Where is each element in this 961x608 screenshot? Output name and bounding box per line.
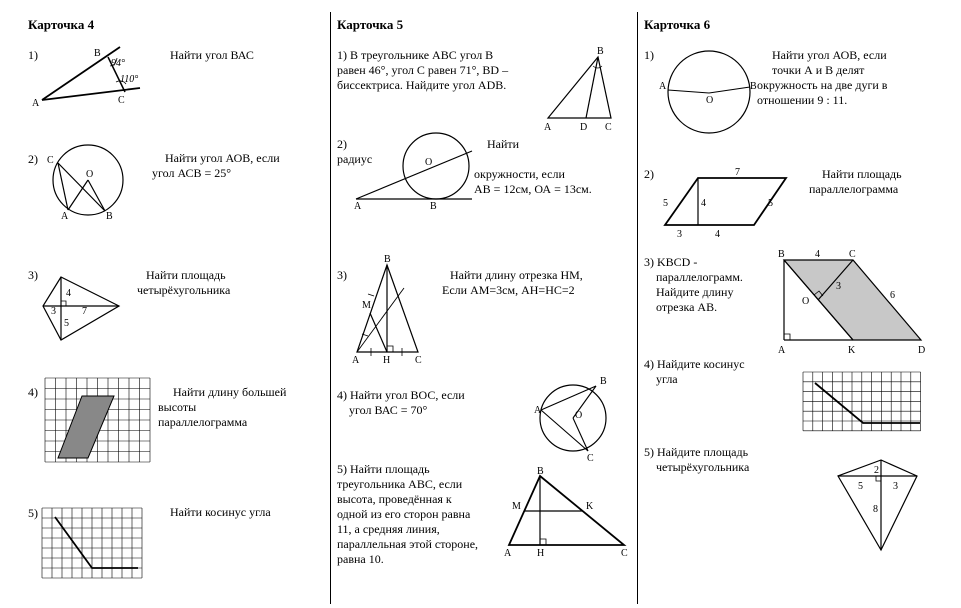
card-6-task-1-number: 1) <box>644 48 654 62</box>
card-4-task-3-number: 3) <box>28 268 38 282</box>
card-5-title: Карточка 5 <box>337 17 404 32</box>
label-7: 7 <box>82 306 87 317</box>
card-5-task-5-line-4: одной из его сторон равна <box>337 507 471 521</box>
card-4-task-4-line-1: Найти длину большей <box>173 385 287 399</box>
label-3: 3 <box>51 306 56 317</box>
label-4: 4 <box>66 288 71 299</box>
card-6-task-3-line-2: параллелограмм. <box>656 270 743 284</box>
card-4-task-2-line-1: Найти угол АОВ, если <box>165 151 280 165</box>
card-4-task-5-text: Найти косинус угла <box>170 505 271 519</box>
label-o: O <box>425 157 433 168</box>
card-6-task-3-line-4: отрезка АВ. <box>656 300 718 314</box>
card-5-task-5-line-5: 11, а средняя линия, <box>337 522 440 536</box>
card-6-task-5-line-2: четырёхугольника <box>656 460 750 474</box>
label-k: K <box>586 501 594 512</box>
label-5: 5 <box>64 318 69 329</box>
label-h: H <box>383 355 391 366</box>
card-4-task-4-line-2: высоты <box>158 400 197 414</box>
card-5-task-3-line-1: Найти длину отрезка НМ, <box>450 268 583 282</box>
label-a: A <box>32 98 40 109</box>
card-5-task-1-line-3: биссектриса. Найдите угол ADB. <box>337 78 507 92</box>
label-o: O <box>575 410 583 421</box>
label-a: A <box>504 548 512 559</box>
card-4-task-3-line-1: Найти площадь <box>146 268 226 282</box>
label-d: D <box>918 345 926 356</box>
card-5-task-5-line-2: треугольника АВС, если <box>337 477 463 491</box>
card-5-task-5-line-7: равна 10. <box>337 552 384 566</box>
label-b: B <box>600 376 607 387</box>
card-5-task-1-line-1-text: В треугольнике ABC угол В <box>350 48 494 62</box>
card-5-task-4-line-1-text: Найти угол ВОС, если <box>350 388 465 402</box>
label-b: B <box>106 211 113 222</box>
label-2: 2 <box>874 465 879 476</box>
label-c: C <box>118 95 125 106</box>
card-6-task-5-number: 5) <box>644 445 654 459</box>
card-4-task-3-line-2: четырёхугольника <box>137 283 231 297</box>
card-4-task-2-line-2: угол АСВ = 25° <box>152 166 232 180</box>
card-6-task-3-line-3: Найдите длину <box>656 285 734 299</box>
angle-110: 110° <box>120 74 139 85</box>
card-6-task-2-line-2: параллелограмма <box>809 182 899 196</box>
card-6-task-4-number: 4) <box>644 357 654 371</box>
card-5-task-5-number: 5) <box>337 462 347 476</box>
card-6-task-2-line-1: Найти площадь <box>822 167 902 181</box>
label-a: A <box>659 81 667 92</box>
label-d: D <box>580 122 588 133</box>
card-4-task-1-number: 1) <box>28 48 38 62</box>
card-5-task-5-line-3: высота, проведённая к <box>337 492 452 506</box>
label-4: 4 <box>815 249 820 260</box>
card-6-task-1-line-2: точки А и В делят <box>772 63 865 77</box>
card-4-task-4-line-3: параллелограмма <box>158 415 248 429</box>
label-a: A <box>352 355 360 366</box>
label-b: B <box>778 249 785 260</box>
label-b: B <box>94 48 101 59</box>
card-5-task-2-line-1: Найти <box>487 137 520 151</box>
label-4-height: 4 <box>701 198 706 209</box>
card-4-title: Карточка 4 <box>28 17 95 32</box>
card-5-task-1-line-2: равен 46°, угол С равен 71°, BD – <box>337 63 509 77</box>
label-b: B <box>750 81 757 92</box>
label-4-bottom: 4 <box>715 229 720 240</box>
card-6-task-4-line-1-text: Найдите косинус <box>657 357 745 371</box>
label-5: 5 <box>858 481 863 492</box>
angle-94: 94° <box>111 58 125 69</box>
card-6-task-1-line-4: отношении 9 : 11. <box>757 93 848 107</box>
card-4-task-1-text: Найти угол ВАС <box>170 48 254 62</box>
card-6-task-5-line-1-text: Найдите площадь <box>657 445 749 459</box>
label-6: 6 <box>890 290 895 301</box>
card-4-task-4-number: 4) <box>28 385 38 399</box>
label-8: 8 <box>873 504 878 515</box>
label-c: C <box>621 548 628 559</box>
label-h: H <box>537 548 545 559</box>
label-c: C <box>587 453 594 464</box>
card-5-task-1-number: 1) <box>337 48 347 62</box>
card-5-task-4-line-2: угол ВАС = 70° <box>349 403 428 417</box>
label-3: 3 <box>836 281 841 292</box>
label-a: A <box>354 201 362 212</box>
label-m: M <box>362 300 371 311</box>
card-5-task-5-line-1-text: Найти площадь <box>350 462 430 476</box>
label-a: A <box>778 345 786 356</box>
card-5-task-3-line-2: Если АМ=3см, АН=НС=2 <box>442 283 575 297</box>
card-5-task-4-number: 4) <box>337 388 347 402</box>
card-6-task-3-number: 3) <box>644 255 654 269</box>
label-c: C <box>605 122 612 133</box>
label-o: O <box>802 296 810 307</box>
label-b: B <box>597 46 604 57</box>
card-4-task-5-number: 5) <box>28 506 38 520</box>
label-5-right: 5 <box>768 198 773 209</box>
label-a: A <box>544 122 552 133</box>
label-5-left: 5 <box>663 198 668 209</box>
label-a: A <box>61 211 69 222</box>
label-b: B <box>430 201 437 212</box>
card-5-task-2-line-3: окружности, если <box>474 167 565 181</box>
label-o: O <box>86 169 94 180</box>
card-6-task-1-line-1: Найти угол АОВ, если <box>772 48 887 62</box>
label-c: C <box>849 249 856 260</box>
card-4-task-2-number: 2) <box>28 152 38 166</box>
label-b: B <box>537 466 544 477</box>
label-k: K <box>848 345 856 356</box>
card-5-task-2-line-4: АВ = 12см, ОА = 13см. <box>474 182 592 196</box>
card-6-task-2-number: 2) <box>644 167 654 181</box>
label-7: 7 <box>735 167 740 178</box>
label-m: M <box>512 501 521 512</box>
label-3: 3 <box>893 481 898 492</box>
label-a: A <box>534 405 542 416</box>
card-5-task-2-line-2: радиус <box>337 152 373 166</box>
card-6-task-4-line-2: угла <box>656 372 678 386</box>
label-c: C <box>415 355 422 366</box>
card-6-task-3-line-1-text: KBCD - <box>657 255 698 269</box>
label-3: 3 <box>677 229 682 240</box>
label-c: C <box>47 155 54 166</box>
card-5-task-2-number: 2) <box>337 137 347 151</box>
card-6-title: Карточка 6 <box>644 17 711 32</box>
label-b: B <box>384 254 391 265</box>
label-o: O <box>706 95 714 106</box>
card-6-task-1-line-3: окружность на две дуги в <box>757 78 888 92</box>
card-5-task-3-number: 3) <box>337 268 347 282</box>
card-5-task-5-line-6: параллельная этой стороне, <box>337 537 479 551</box>
